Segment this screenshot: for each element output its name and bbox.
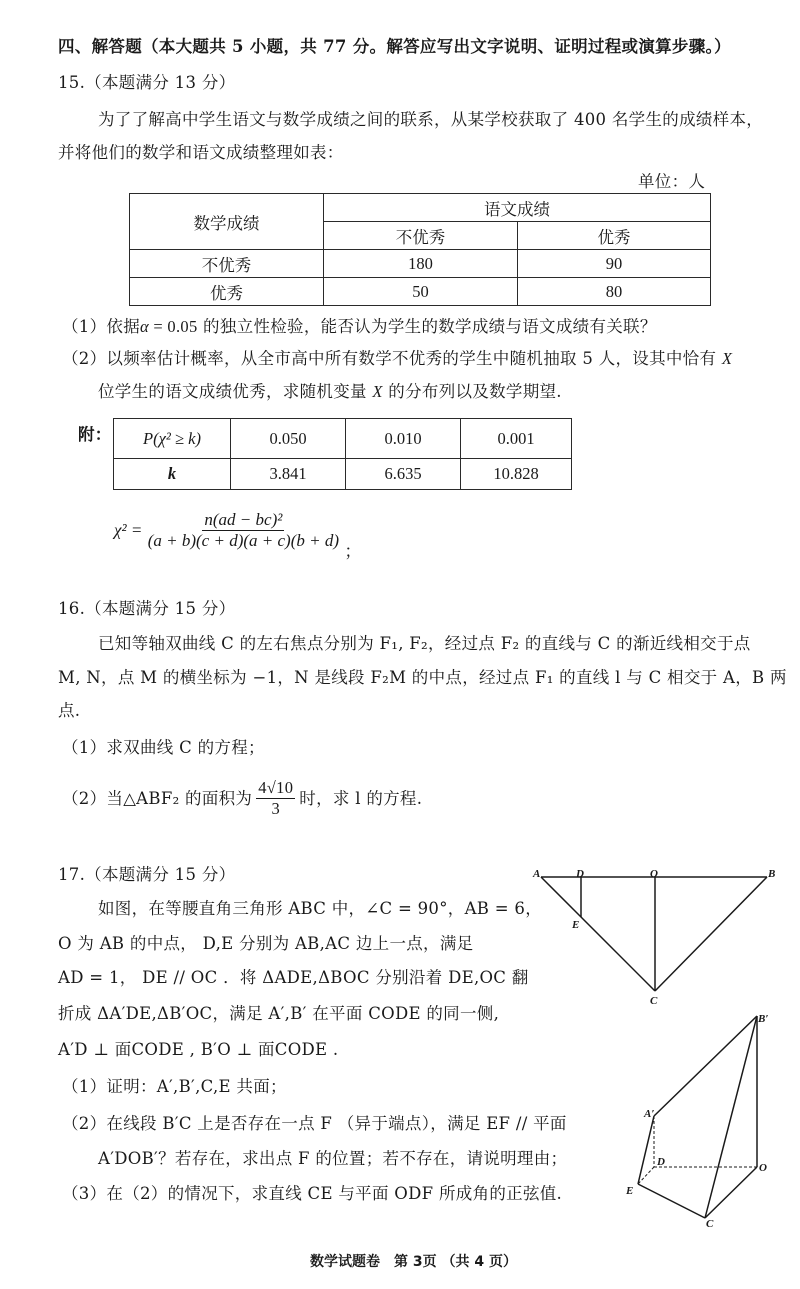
section-heading: 四、解答题（本大题共 5 小题，共 77 分。解答应写出文字说明、证明过程或演算步骤。）	[58, 37, 731, 56]
table-row-label: 优秀	[130, 278, 324, 306]
q15-contingency-table	[129, 193, 711, 306]
label-e: E	[572, 919, 580, 931]
q17-part2-line1: （2）在线段 B′C 上是否存在一点 F （异于端点），满足 EF // 平面	[62, 1114, 567, 1133]
segment-ac	[541, 877, 655, 991]
q17-part1: （1）证明：A′,B′,C,E 共面；	[62, 1077, 287, 1096]
table-row	[114, 419, 572, 459]
q16-line1: 已知等轴双曲线 C 的左右焦点分别为 F₁, F₂，经过点 F₂ 的直线与 C 的渐近线相交于点	[98, 634, 751, 653]
q15-unit-label: 单位：人	[638, 172, 706, 191]
label-a: A	[533, 868, 541, 880]
segment-ec	[638, 1184, 705, 1218]
label-o: O	[650, 868, 658, 880]
appendix-label: 附：	[78, 425, 112, 444]
segment-b-prime-a-prime	[654, 1016, 757, 1116]
q15-intro-line2: 并将他们的数学和语文成绩整理如表：	[58, 143, 344, 162]
table-row-label: k	[114, 459, 231, 490]
table-cell: 3.841	[231, 459, 346, 490]
label-c: C	[650, 995, 658, 1006]
table-row	[114, 459, 572, 490]
page-footer: 数学试题卷 第 3页 （共 4 页）	[310, 1254, 517, 1270]
segment-co	[705, 1167, 757, 1218]
label-d: D	[657, 1156, 665, 1168]
q17-line5: A′D ⊥ 面CODE , B′O ⊥ 面CODE .	[58, 1040, 339, 1059]
triangle-figure	[530, 866, 790, 1006]
label-b-prime: B′	[758, 1013, 769, 1025]
table-row-header: 数学成绩	[130, 194, 324, 250]
table-row	[130, 250, 711, 278]
q17-part2-line2: A′DOB′？若存在，求出点 F 的位置；若不存在，请说明理由；	[98, 1149, 568, 1168]
area-fraction: $\frac{4√10}{3}$	[258, 778, 294, 818]
table-col-header: 优秀	[518, 222, 711, 250]
q17-line3: AD = 1， DE // OC ．将 ΔADE,ΔBOC 分别沿着 DE,OC 翻	[58, 968, 529, 987]
table-cell: 6.635	[346, 459, 461, 490]
table-cell: 0.050	[231, 419, 346, 459]
chi-square-reference-table	[113, 418, 572, 490]
table-col-group-header: 语文成绩	[324, 194, 711, 222]
label-e: E	[626, 1185, 634, 1197]
label-a-prime: A′	[644, 1108, 655, 1120]
folded-solid-figure	[620, 1005, 800, 1230]
q16-line2: M, N，点 M 的横坐标为 −1，N 是线段 F₂M 的中点，经过点 F₁ 的直线 l 与 C 相交于 A，B 两	[58, 668, 787, 687]
label-b: B	[768, 868, 776, 880]
segment-a-prime-e	[638, 1116, 654, 1184]
segment-b-prime-c	[705, 1016, 757, 1218]
q15-header: 15.（本题满分 13 分）	[58, 73, 236, 92]
q16-part2: （2）当△ABF₂ 的面积为 $\frac{4√10}{3}$ 时，求 l 的方程.	[62, 778, 423, 818]
q15-part1: （1）依据α = 0.05 的独立性检验，能否认为学生的数学成绩与语文成绩有关联？	[62, 317, 657, 336]
segment-bc	[655, 877, 767, 991]
q15-part2-line2: 位学生的语文成绩优秀，求随机变量 X 的分布列以及数学期望.	[98, 382, 562, 401]
table-cell: 10.828	[461, 459, 572, 490]
table-cell: 0.010	[346, 419, 461, 459]
q17-line2: O 为 AB 的中点， D,E 分别为 AB,AC 边上一点，满足	[58, 934, 474, 953]
formula-numerator: n(ad − bc)²	[204, 510, 283, 529]
table-row-label: 不优秀	[130, 250, 324, 278]
table-cell: 90	[518, 250, 711, 278]
table-cell: 0.001	[461, 419, 572, 459]
q16-part1: （1）求双曲线 C 的方程；	[62, 738, 265, 757]
q15-part2-line1: （2）以频率估计概率，从全市高中所有数学不优秀的学生中随机抽取 5 人，设其中恰有 X	[62, 349, 733, 368]
q17-line4: 折成 ΔA′DE,ΔB′OC，满足 A′,B′ 在平面 CODE 的同一侧,	[58, 1004, 500, 1023]
q17-header: 17.（本题满分 15 分）	[58, 865, 236, 884]
table-row	[130, 278, 711, 306]
q17-part3: （3）在（2）的情况下，求直线 CE 与平面 ODF 所成角的正弦值.	[62, 1184, 563, 1203]
table-cell: 80	[518, 278, 711, 306]
formula-denominator: (a + b)(c + d)(a + c)(b + d)	[147, 531, 339, 550]
label-o: O	[759, 1162, 767, 1174]
chi-square-formula: χ² = $\frac{\text{n(ad − bc)²}}{(a + b)(c + d)(a + c)(b + d)}$ ；	[114, 510, 362, 562]
table-cell: 180	[324, 250, 518, 278]
table-row-label: P(χ² ≥ k)	[114, 419, 231, 459]
label-c: C	[706, 1218, 714, 1230]
table-cell: 50	[324, 278, 518, 306]
label-d: D	[576, 868, 584, 880]
q16-line3: 点.	[58, 701, 81, 720]
q17-line1: 如图，在等腰直角三角形 ABC 中，∠C = 90°，AB = 6，	[98, 899, 543, 918]
table-col-header: 不优秀	[324, 222, 518, 250]
q15-intro-line1: 为了了解高中学生语文与数学成绩之间的联系，从某学校获取了 400 名学生的成绩样本，	[98, 110, 764, 129]
q16-header: 16.（本题满分 15 分）	[58, 599, 236, 618]
